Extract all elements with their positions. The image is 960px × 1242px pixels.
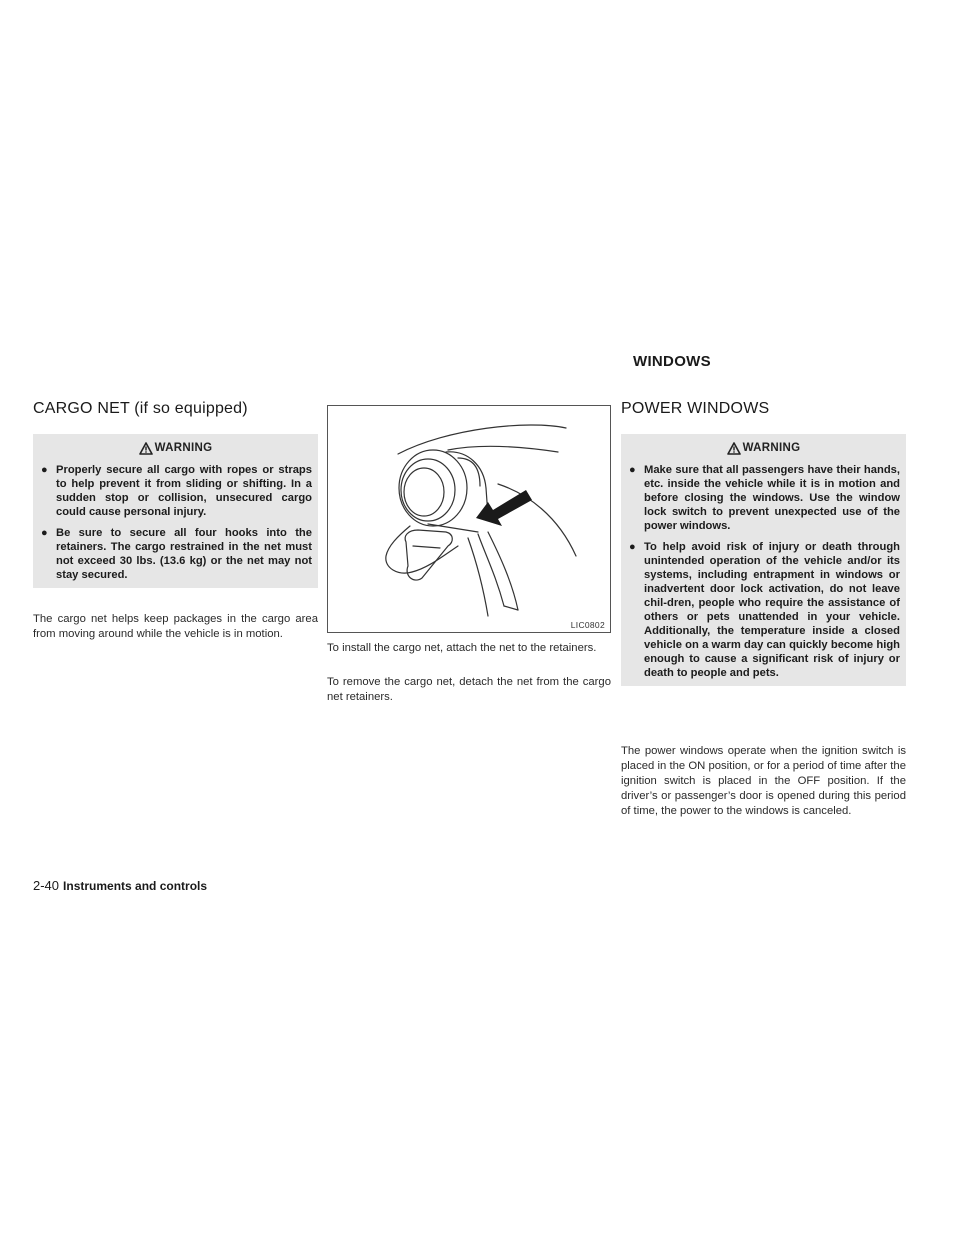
warning-item: ● Make sure that all passengers have their hands, etc. inside the vehicle while it is in motion and before closing the windows. Use the window lock switch to prevent unexpected use of the power windows. bbox=[629, 464, 900, 532]
warning-item: ● Properly secure all cargo with ropes or straps to help prevent it from sliding or shifting. In a sudden stop or collision, unsecured cargo could cause personal injury. bbox=[41, 464, 312, 518]
chapter-title: Instruments and controls bbox=[63, 879, 208, 893]
cargo-net-warning-box bbox=[33, 434, 318, 588]
warning-list bbox=[33, 457, 318, 588]
bullet-icon: ● bbox=[41, 527, 48, 539]
power-windows-warning-box bbox=[621, 434, 906, 686]
bullet-icon: ● bbox=[629, 541, 636, 553]
warning-title: WARNING bbox=[742, 442, 801, 454]
install-instructions: To install the cargo net, attach the net to the retainers. bbox=[327, 642, 597, 654]
cargo-net-description: The cargo net helps keep packages in the cargo area from moving around while the vehicle is in motion. bbox=[33, 613, 318, 640]
warning-item: ● To help avoid risk of injury or death through unintended operation of the vehicle and/or its systems, including entrapment in windows or inadvertent door lock activation, do not leave chil-dren, people who require the assistance of others or pets unattended in your vehicle. Additionally, the temperature inside a closed vehicle on a warm day can quickly become high enough to cause a significant risk of injury or death to people and pets. bbox=[629, 541, 900, 679]
cargo-net-title: CARGO NET (if so equipped) bbox=[33, 400, 248, 417]
warning-title: WARNING bbox=[154, 442, 213, 454]
cargo-net-figure bbox=[327, 405, 611, 633]
warning-list bbox=[621, 457, 906, 686]
page-footer bbox=[33, 878, 207, 893]
section-header: WINDOWS bbox=[633, 353, 711, 370]
warning-header bbox=[621, 434, 906, 457]
warning-triangle-icon bbox=[727, 442, 741, 455]
power-windows-description: The power windows operate when the ignition switch is placed in the ON position, or for a period of time after the ignition switch is placed in the OFF position. If the driver’s or passenger’s door is opened during this period of time, the power to the windows is canceled. bbox=[621, 745, 906, 817]
warning-header bbox=[33, 434, 318, 457]
warning-item: ● Be sure to secure all four hooks into the retainers. The cargo restrained in the net must not exceed 30 lbs. (13.6 kg) or the net may not stay secured. bbox=[41, 527, 312, 581]
bullet-icon: ● bbox=[629, 464, 636, 476]
page-number: 2-40 bbox=[33, 878, 60, 893]
figure-label: LIC0802 bbox=[570, 620, 605, 630]
remove-instructions: To remove the cargo net, detach the net from the cargo net retainers. bbox=[327, 676, 611, 703]
warning-triangle-icon bbox=[139, 442, 153, 455]
bullet-icon: ● bbox=[41, 464, 48, 476]
power-windows-title: POWER WINDOWS bbox=[621, 400, 770, 417]
cargo-hook-illustration bbox=[328, 406, 610, 632]
